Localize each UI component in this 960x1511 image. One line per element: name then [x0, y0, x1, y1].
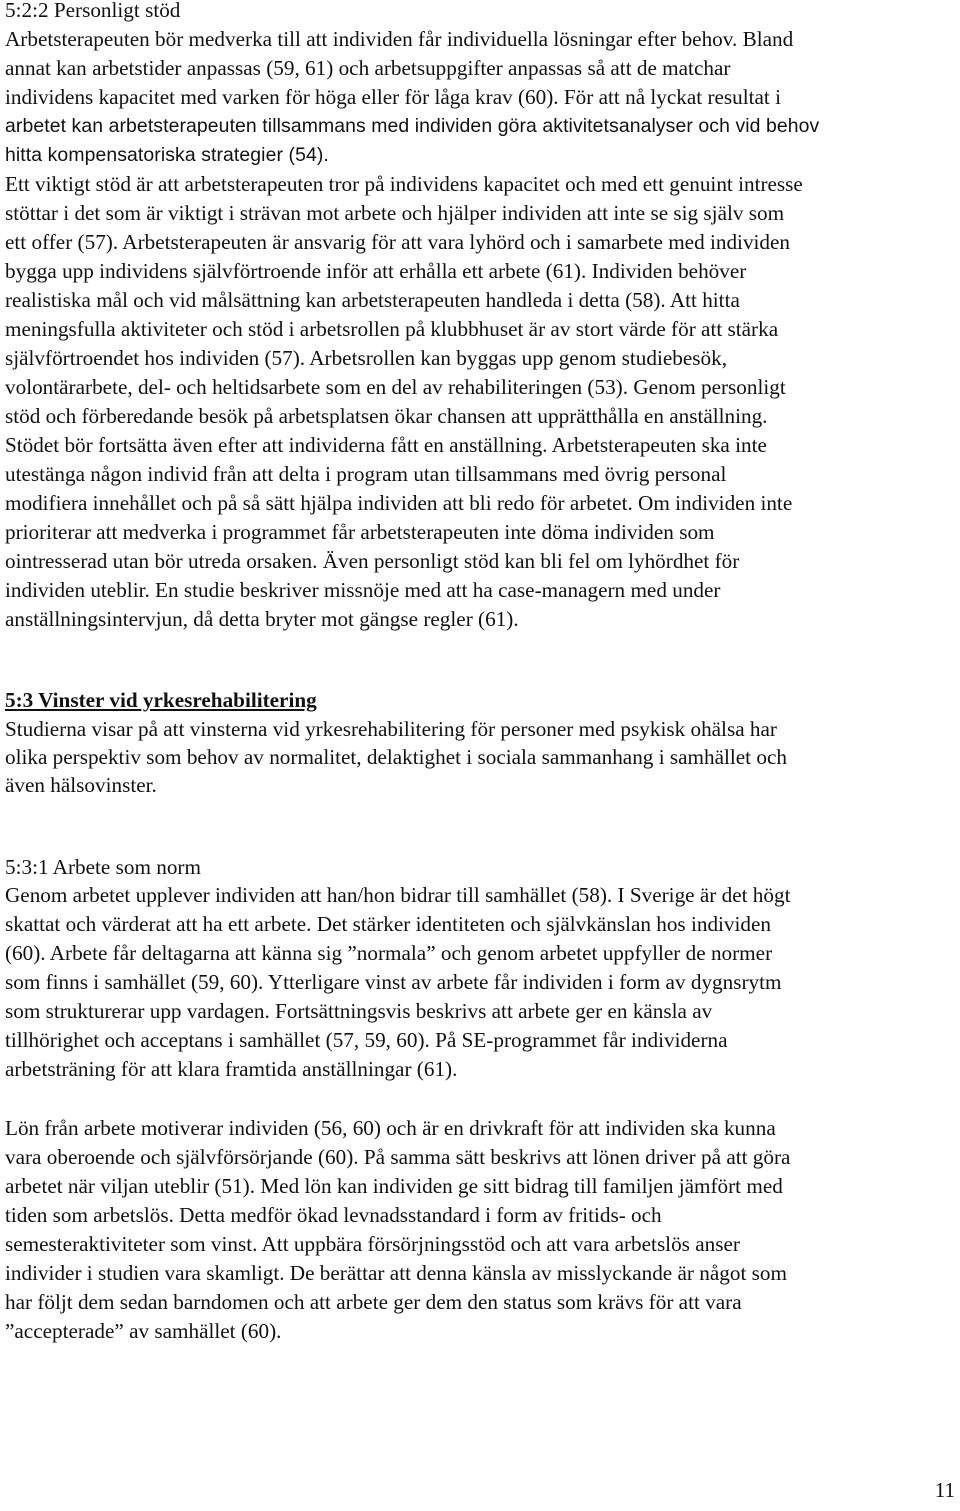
- paragraph-line: modifiera innehållet och på så sätt hjälpa individen att bli redo för arbetet. Om individen inte: [5, 491, 793, 515]
- paragraph-line: ointresserad utan bör utreda orsaken. Även personligt stöd kan bli fel om lyhördhet för: [5, 549, 740, 573]
- paragraph-line: (60). Arbete får deltagarna att känna sig ”normala” och genom arbetet uppfyller de normer: [5, 941, 773, 965]
- paragraph-line: volontärarbete, del- och heltidsarbete som en del av rehabiliteringen (53). Genom personligt: [5, 375, 786, 399]
- paragraph-line: annat kan arbetstider anpassas (59, 61) och arbetsuppgifter anpassas så att de matchar: [5, 56, 731, 80]
- section-heading-522: 5:2:2 Personligt stöd: [5, 0, 181, 22]
- paragraph-line: ett offer (57). Arbetsterapeuten är ansvarig för att vara lyhörd och i samarbete med individen: [5, 230, 791, 254]
- paragraph-line: stöd och förberedande besök på arbetsplatsen ökar chansen att upprätthålla en anställning.: [5, 404, 768, 428]
- paragraph-line: skattat och värderat att ha ett arbete. Det stärker identiteten och självkänslan hos individen: [5, 912, 772, 936]
- section-heading-53: 5:3 Vinster vid yrkesrehabilitering: [5, 688, 317, 712]
- paragraph-line: som strukturerar upp vardagen. Fortsättningsvis beskrivs att arbete ger en känsla av: [5, 999, 713, 1023]
- paragraph-line: individen uteblir. En studie beskriver missnöje med att ha case-managern med under: [5, 578, 721, 602]
- paragraph-line: även hälsovinster.: [5, 773, 157, 797]
- paragraph-line: hitta kompensatoriska strategier (54).: [5, 144, 329, 166]
- paragraph-line: ”accepterade” av samhället (60).: [5, 1319, 282, 1343]
- paragraph-line: tiden som arbetslös. Detta medför ökad levnadsstandard i form av fritids- och: [5, 1203, 662, 1227]
- paragraph-line: anställningsintervjun, då detta bryter mot gängse regler (61).: [5, 607, 519, 631]
- paragraph-line: vara oberoende och självförsörjande (60). På samma sätt beskrivs att lönen driver på att göra: [5, 1145, 791, 1169]
- paragraph-line: Ett viktigt stöd är att arbetsterapeuten tror på individens kapacitet och med ett genuint intresse: [5, 172, 803, 196]
- paragraph-line: som finns i samhället (59, 60). Ytterligare vinst av arbete får individen i form av dygnsrytm: [5, 970, 782, 994]
- page-number: 11: [934, 1478, 955, 1502]
- paragraph-line: olika perspektiv som behov av normalitet, delaktighet i sociala sammanhang i samhället och: [5, 745, 787, 769]
- paragraph-line: individens kapacitet med varken för höga eller för låga krav (60). För att nå lyckat resultat i: [5, 85, 782, 109]
- paragraph-line: realistiska mål och vid målsättning kan arbetsterapeuten handleda i detta (58). Att hitta: [5, 288, 740, 312]
- paragraph-line: stöttar i det som är viktigt i strävan mot arbete och hjälper individen att inte se sig själv som: [5, 201, 785, 225]
- paragraph-line: Studierna visar på att vinsterna vid yrkesrehabilitering för personer med psykisk ohälsa har: [5, 717, 777, 741]
- paragraph-line: meningsfulla aktiviteter och stöd i arbetsrollen på klubbhuset är av stort värde för att stärka: [5, 317, 779, 341]
- paragraph-line: tillhörighet och acceptans i samhället (57, 59, 60). På SE-programmet får individerna: [5, 1028, 728, 1052]
- paragraph-line: individer i studien vara skamligt. De berättar att denna känsla av misslyckande är något som: [5, 1261, 787, 1285]
- paragraph-line: bygga upp individens självförtroende inför att erhålla ett arbete (61). Individen behöver: [5, 259, 747, 283]
- paragraph-line: Stödet bör fortsätta även efter att individerna fått en anställning. Arbetsterapeuten ska inte: [5, 433, 767, 457]
- paragraph-line: prioriterar att medverka i programmet får arbetsterapeuten inte döma individen som: [5, 520, 715, 544]
- paragraph-line: självförtroendet hos individen (57). Arbetsrollen kan byggas upp genom studiebesök,: [5, 346, 728, 370]
- paragraph-line: Lön från arbete motiverar individen (56, 60) och är en drivkraft för att individen ska kunna: [5, 1116, 776, 1140]
- section-heading-531: 5:3:1 Arbete som norm: [5, 855, 201, 879]
- paragraph-line: Genom arbetet upplever individen att han/hon bidrar till samhället (58). I Sverige är det högt: [5, 883, 791, 907]
- paragraph-line: arbetsträning för att klara framtida anställningar (61).: [5, 1057, 458, 1081]
- paragraph-line: semesteraktiviteter som vinst. Att uppbära försörjningsstöd och att vara arbetslös anser: [5, 1232, 740, 1256]
- paragraph-line: har följt dem sedan barndomen och att arbete ger dem den status som krävs för att vara: [5, 1290, 742, 1314]
- paragraph-line: arbetet när viljan uteblir (51). Med lön kan individen ge sitt bidrag till familjen jämfört med: [5, 1174, 783, 1198]
- paragraph-line: Arbetsterapeuten bör medverka till att individen får individuella lösningar efter behov. Bland: [5, 27, 794, 51]
- paragraph-line: arbetet kan arbetsterapeuten tillsammans med individen göra aktivitetsanalyser och vid behov: [5, 115, 820, 137]
- paragraph-line: utestänga någon individ från att delta i program utan tillsammans med övrig personal: [5, 462, 727, 486]
